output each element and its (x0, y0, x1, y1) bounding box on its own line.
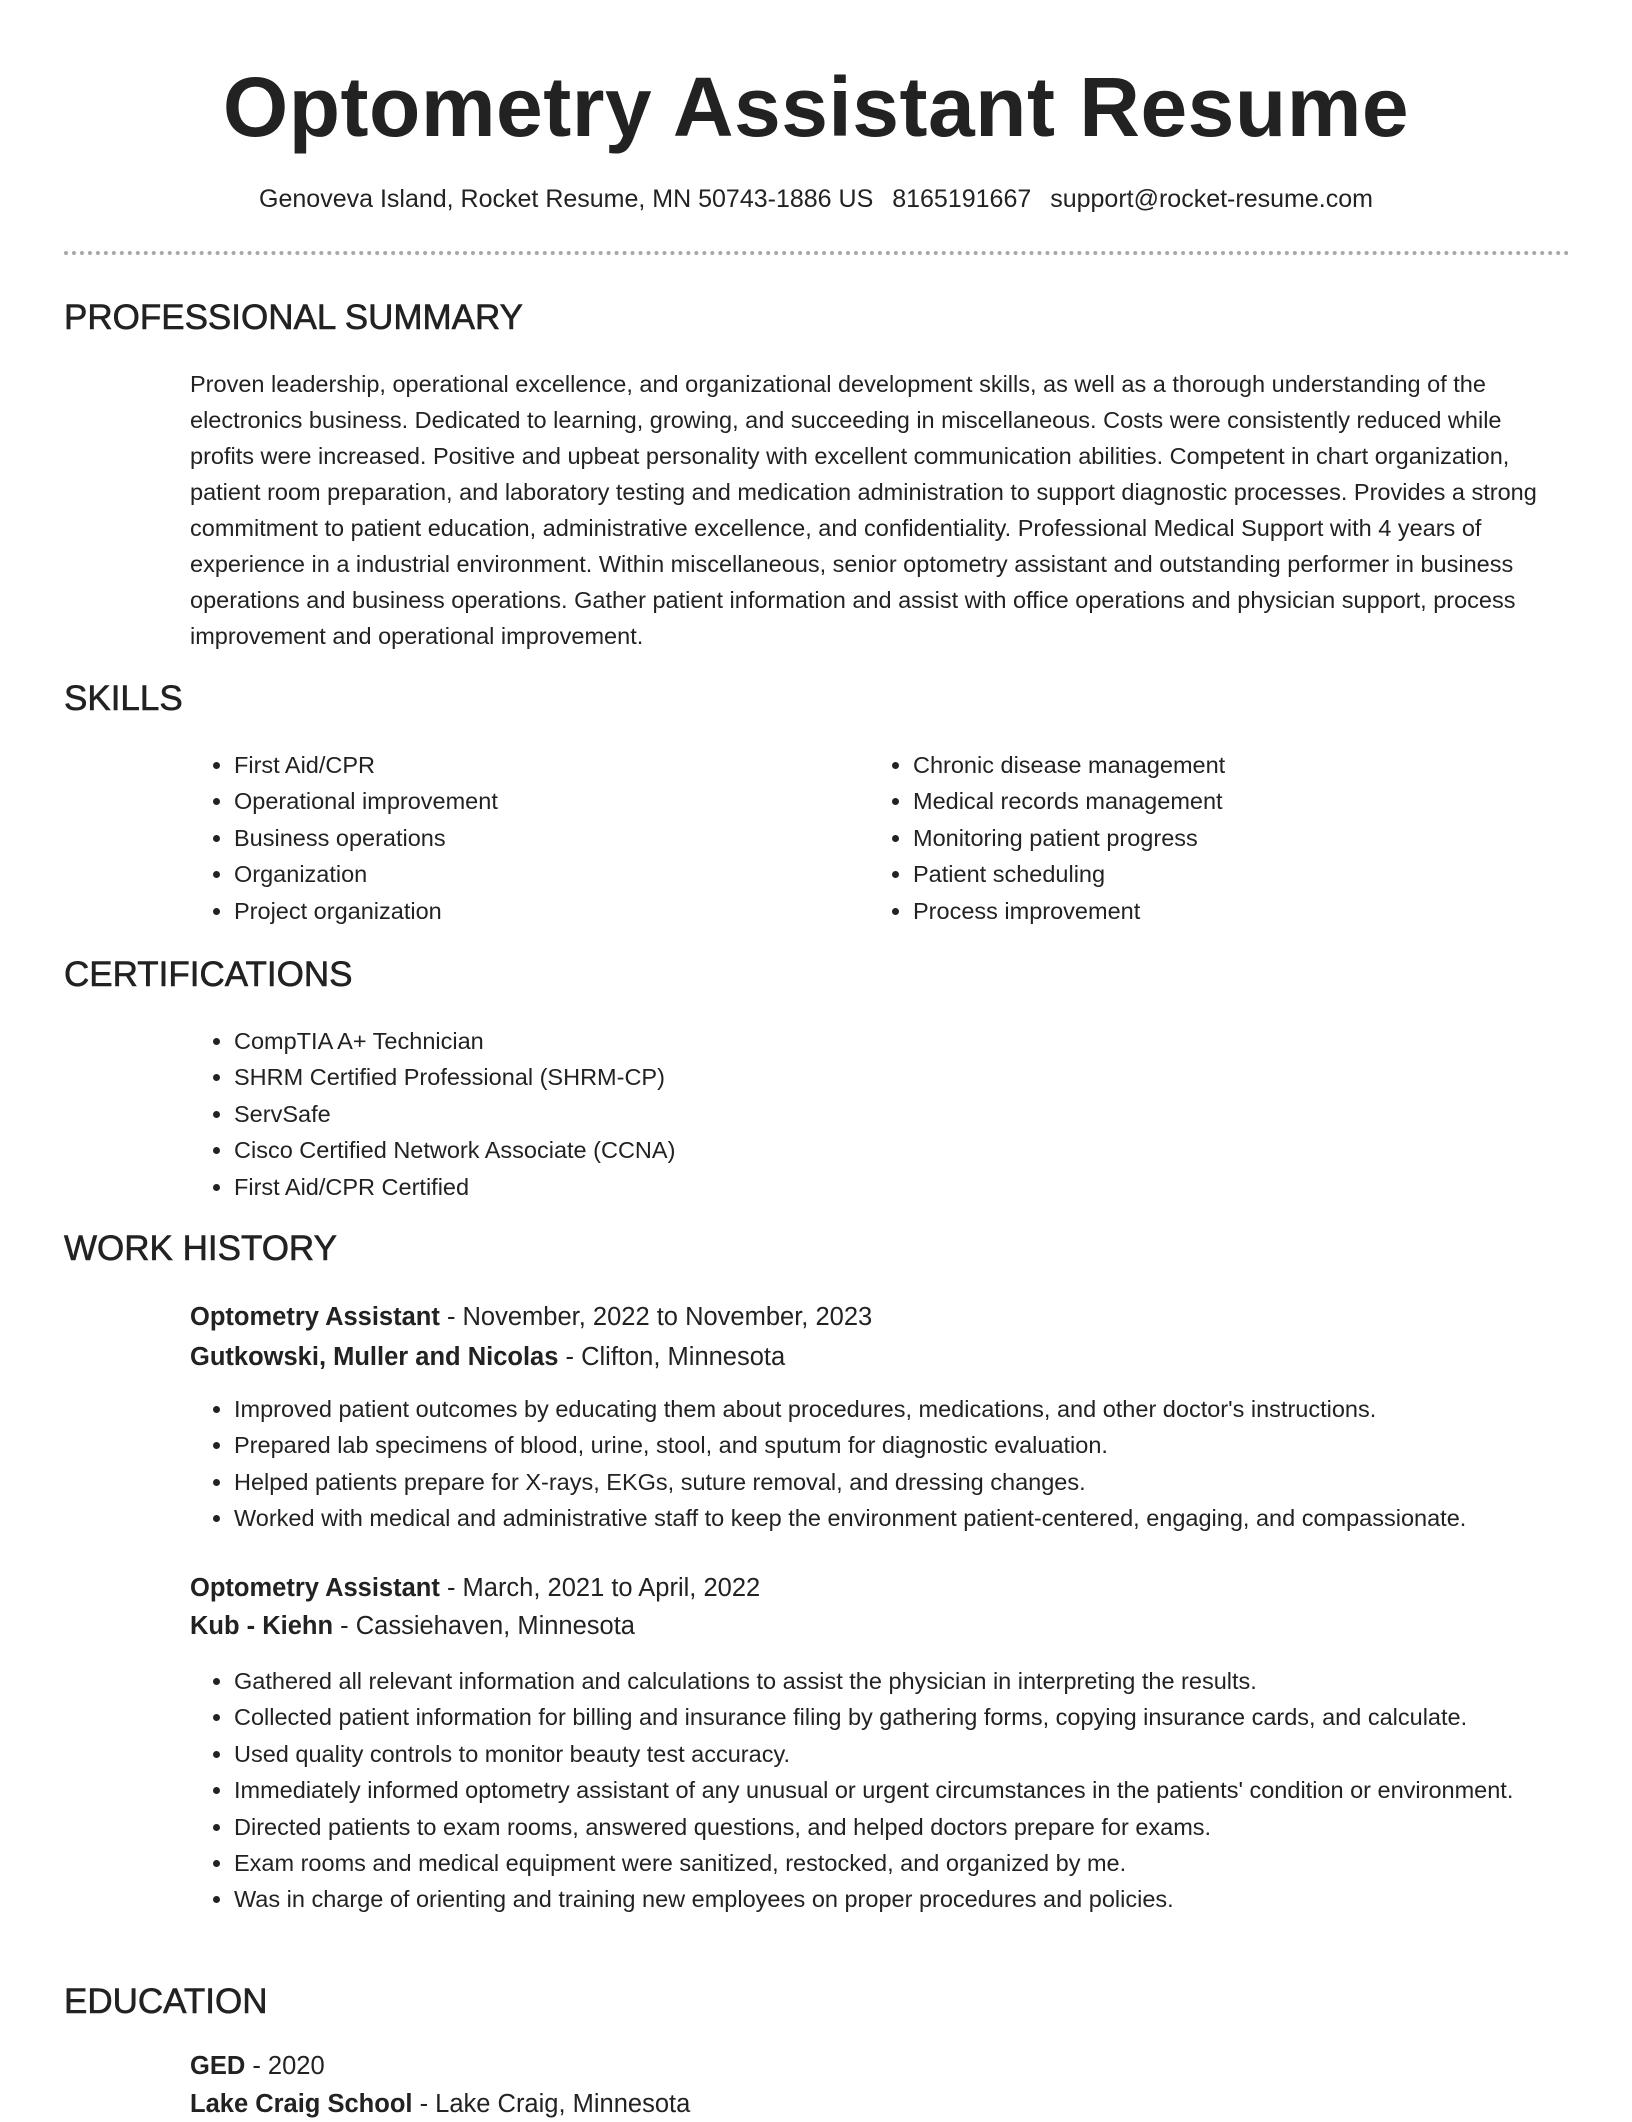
summary-heading: PROFESSIONAL SUMMARY (64, 298, 523, 337)
job-bullet: • Immediately informed optometry assistant of any unusual or urgent circumstances in the patients' condition or environment. (234, 1772, 1614, 1808)
job-employer: Kub - Kiehn (190, 1612, 334, 1640)
skill-item: • Business operations (234, 820, 854, 856)
education-location: - Lake Craig, Minnesota (412, 2090, 691, 2118)
skill-item: • First Aid/CPR (234, 747, 854, 783)
job-bullet: • Exam rooms and medical equipment were sanitized, restocked, and organized by me. (234, 1845, 1614, 1881)
skill-item: • Organization (234, 856, 854, 892)
job-title: Optometry Assistant (190, 1574, 440, 1602)
job-bullet: • Gathered all relevant information and calculations to assist the physician in interpreting the results. (234, 1663, 1614, 1699)
job-bullet: • Improved patient outcomes by educating them about procedures, medications, and other doctor's instructions. (234, 1391, 1624, 1427)
certifications-heading: CERTIFICATIONS (64, 955, 353, 994)
skill-item: • Project organization (234, 893, 854, 929)
job-employer: Gutkowski, Muller and Nicolas (190, 1343, 559, 1371)
job-bullet: • Used quality controls to monitor beauty test accuracy. (234, 1736, 1614, 1772)
skills-list-left (190, 747, 854, 929)
skills-heading: SKILLS (64, 679, 183, 718)
contact-line (0, 182, 1632, 216)
certification-item: • ServSafe (234, 1096, 1534, 1132)
header-divider (64, 251, 1570, 255)
job-title: Optometry Assistant (190, 1303, 440, 1331)
skill-item: • Patient scheduling (913, 856, 1573, 892)
education-degree: GED (190, 2052, 246, 2080)
job-2-title-line (190, 1570, 760, 1606)
skills-list-right (869, 747, 1573, 929)
summary-text: Proven leadership, operational excellence, and organizational development skills, as well as a thorough understanding of the electronics business. Dedicated to learning, growing, and succeeding in miscellaneous. Costs were consistently reduced while profits were increased. Positive and upbeat personality with excellent communication abilities. Competent in chart organization, patient room preparation, and laboratory testing and medication administration to support diagnostic processes. Provides a strong commitment to patient education, administrative excellence, and confidentiality. Professional Medical Support with 4 years of experience in a industrial environment. Within miscellaneous, senior optometry assistant and outstanding performer in business operations and business operations. Gather patient information and assist with office operations and physician support, process improvement and operational improvement. (190, 371, 1537, 649)
job-dates: - November, 2022 to November, 2023 (439, 1303, 873, 1331)
certification-item: • First Aid/CPR Certified (234, 1169, 1534, 1205)
education-school: Lake Craig School (190, 2090, 413, 2118)
education-heading: EDUCATION (64, 1982, 268, 2021)
job-1-title-line (190, 1299, 872, 1335)
contact-email: support@rocket-resume.com (1050, 185, 1373, 213)
job-location: - Cassiehaven, Minnesota (333, 1612, 635, 1640)
job-2-employer-line (190, 1608, 635, 1644)
certifications-list (190, 1023, 1534, 1205)
job-location: - Clifton, Minnesota (558, 1343, 786, 1371)
education-year: - 2020 (245, 2052, 325, 2080)
job-1-employer-line (190, 1339, 785, 1375)
job-bullet: • Was in charge of orienting and training new employees on proper procedures and policies. (234, 1881, 1614, 1917)
skill-item: • Chronic disease management (913, 747, 1573, 783)
job-bullet: • Helped patients prepare for X-rays, EKGs, suture removal, and dressing changes. (234, 1464, 1624, 1500)
skill-item: • Monitoring patient progress (913, 820, 1573, 856)
job-dates: - March, 2021 to April, 2022 (439, 1574, 761, 1602)
skill-item: • Medical records management (913, 783, 1573, 819)
certification-item: • Cisco Certified Network Associate (CCNA) (234, 1132, 1534, 1168)
work-history-heading: WORK HISTORY (64, 1229, 337, 1268)
job-2-bullets (190, 1663, 1614, 1918)
skill-item: • Process improvement (913, 893, 1573, 929)
job-bullet: • Collected patient information for billing and insurance filing by gathering forms, copying insurance cards, and calculate. (234, 1699, 1614, 1735)
skill-item: • Operational improvement (234, 783, 854, 819)
certification-item: • CompTIA A+ Technician (234, 1023, 1534, 1059)
education-degree-line (190, 2048, 325, 2084)
resume-title: Optometry Assistant Resume (222, 60, 1410, 154)
education-school-line (190, 2086, 690, 2122)
job-1-bullets (190, 1391, 1624, 1537)
job-bullet: • Worked with medical and administrative staff to keep the environment patient-centered, engaging, and compassionate. (234, 1500, 1624, 1536)
contact-address: Genoveva Island, Rocket Resume, MN 50743-1886 US (259, 185, 874, 213)
contact-phone: 8165191667 (892, 185, 1032, 213)
certification-item: • SHRM Certified Professional (SHRM-CP) (234, 1059, 1534, 1095)
job-bullet: • Directed patients to exam rooms, answered questions, and helped doctors prepare for exams. (234, 1809, 1614, 1845)
job-bullet: • Prepared lab specimens of blood, urine, stool, and sputum for diagnostic evaluation. (234, 1427, 1624, 1463)
